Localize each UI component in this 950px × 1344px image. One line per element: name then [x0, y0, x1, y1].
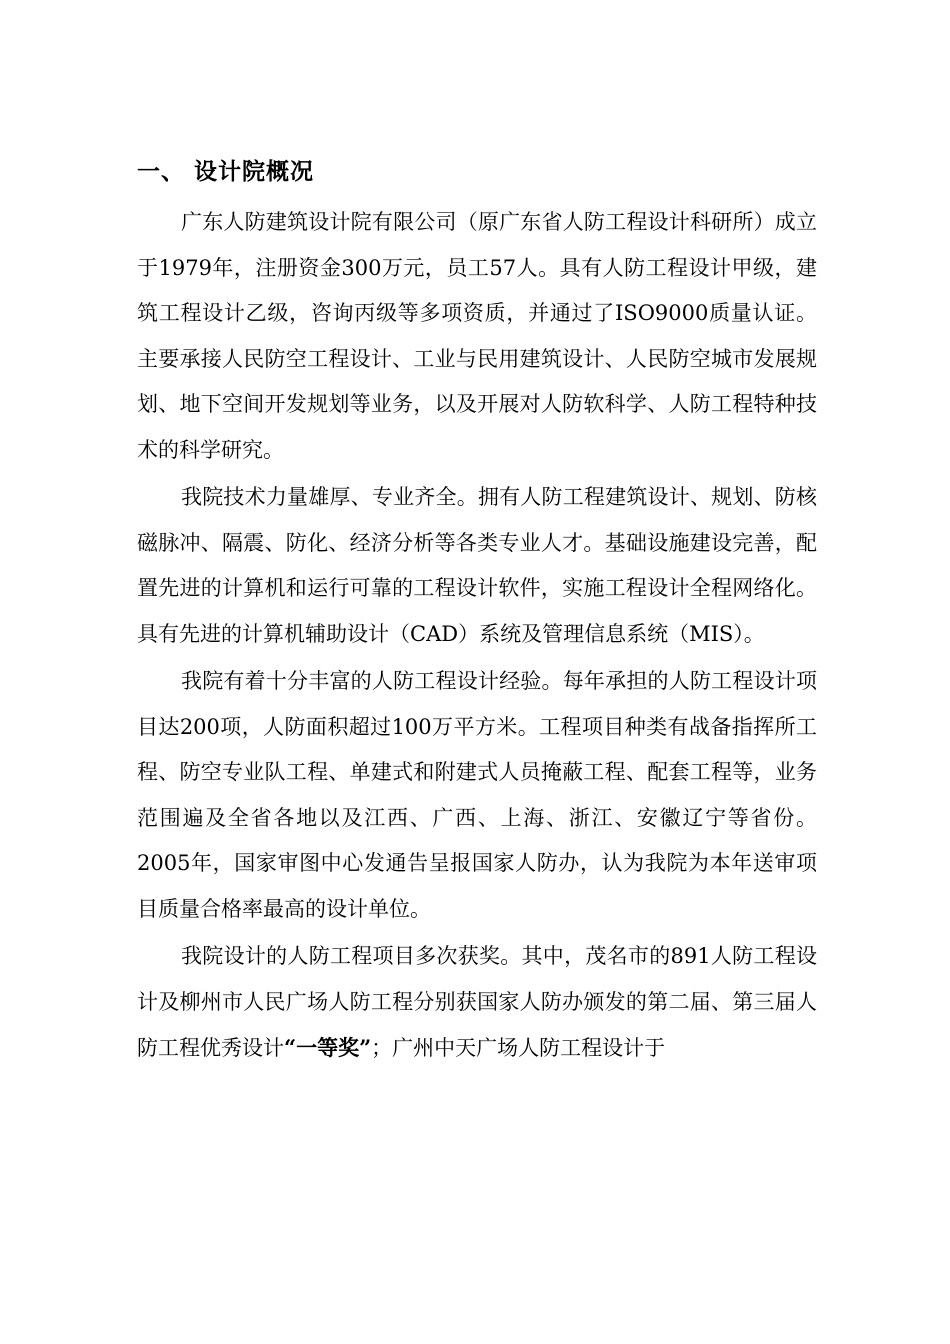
section-heading: 一、 设计院概况	[137, 159, 315, 185]
paragraph-awards	[137, 934, 817, 1072]
awards-text-before: 我院设计的人防工程项目多次获奖。其中，茂名市的891人防工程设计及柳州市人民广场人防工程分别获国家人防办颁发的第二届、第三届人防工程优秀设计	[137, 944, 817, 1060]
award-emphasis: “一等奖”	[284, 1035, 372, 1060]
paragraph-overview: 广东人防建筑设计院有限公司（原广东省人防工程设计科研所）成立于1979年，注册资金300万元，员工57人。具有人防工程设计甲级，建筑工程设计乙级，咨询丙级等多项资质，并通过了ISO9000质量认证。主要承接人民防空工程设计、工业与民用建筑设计、人民防空城市发展规划、地下空间开发规划等业务，以及开展对人防软科学、人防工程特种技术的科学研究。	[137, 210, 817, 462]
body-text	[137, 200, 817, 1074]
paragraph-technical-strength: 我院技术力量雄厚、专业齐全。拥有人防工程建筑设计、规划、防核磁脉冲、隔震、防化、经济分析等各类专业人才。基础设施建设完善，配置先进的计算机和运行可靠的工程设计软件，实施工程设计全程网络化。具有先进的计算机辅助设计（CAD）系统及管理信息系统（MIS）。	[137, 485, 817, 646]
awards-text-after: ；广州中天广场人防工程设计于	[371, 1036, 666, 1060]
paragraph-experience: 我院有着十分丰富的人防工程设计经验。每年承担的人防工程设计项目达200项，人防面积超过100万平方米。工程项目种类有战备指挥所工程、防空专业队工程、单建式和附建式人员掩蔽工程、配套工程等，业务范围遍及全省各地以及江西、广西、上海、浙江、安徽辽宁等省份。2005年，国家审图中心发通告呈报国家人防办，认为我院为本年送审项目质量合格率最高的设计单位。	[137, 669, 817, 921]
